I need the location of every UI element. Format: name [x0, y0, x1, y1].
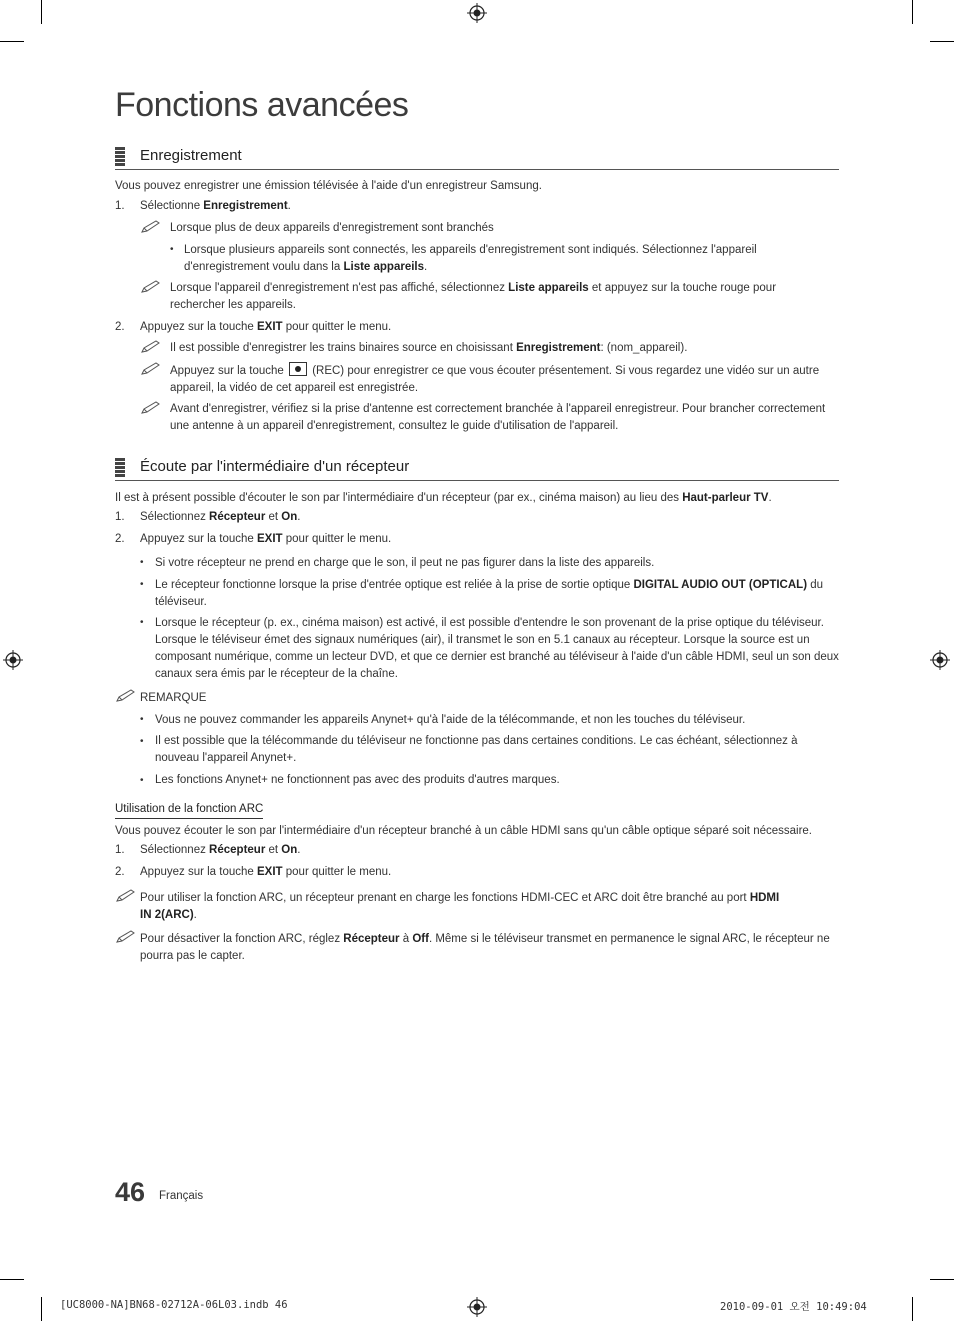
registration-mark-icon — [930, 650, 950, 670]
registration-mark-icon — [3, 650, 23, 670]
note-pencil-icon — [140, 401, 162, 415]
bullet-icon: • — [140, 557, 144, 568]
crop-mark — [41, 0, 42, 24]
paragraph: Il est à présent possible d'écouter le son par l'intermédiaire d'un récepteur (par ex., cinéma maison) au lieu des Haut-parleur TV. — [115, 492, 772, 504]
subsection-title: Utilisation de la fonction ARC — [115, 801, 263, 819]
remark-heading: REMARQUE — [140, 692, 207, 704]
note-pencil-icon — [140, 280, 162, 294]
crop-mark — [930, 1279, 954, 1280]
bullet-text: Il est possible que la télécommande du téléviseur ne fonctionne pas dans certaines conditions. Le cas échéant, sélectionnez à nouveau l'appareil Anynet+. — [155, 735, 798, 764]
bullet-text: Le récepteur fonctionne lorsque la prise d'entrée optique est reliée à la prise de sortie optique DIGITAL AUDIO OUT (OPTICAL) du téléviseur. — [155, 579, 824, 608]
page-number: 46 — [115, 1177, 146, 1207]
note-text: Pour désactiver la fonction ARC, réglez Récepteur à Off. Même si le téléviseur transmet en permanence le signal ARC, le récepteur ne pourra pas le capter. — [140, 933, 830, 962]
bullet-icon: • — [140, 714, 144, 725]
note-pencil-icon — [140, 340, 162, 354]
registration-mark-icon — [467, 1297, 487, 1317]
note-text: Lorsque l'appareil d'enregistrement n'est pas affiché, sélectionnez Liste appareils et appuyez sur la touche rouge pour rechercher les appareils. — [170, 282, 777, 311]
rec-button-icon — [289, 362, 307, 376]
step-text: Appuyez sur la touche EXIT pour quitter le menu. — [140, 321, 392, 333]
section-title: Enregistrement — [140, 147, 242, 164]
note-pencil-icon — [115, 689, 137, 703]
step-text: Sélectionnez Récepteur et On. — [140, 844, 301, 856]
bullet-text: Lorsque plusieurs appareils sont connectés, les appareils d'enregistrement sont indiqués. Sélectionnez l'appareil d'enregistrement voulu dans la Liste appareils. — [184, 244, 757, 273]
footer-file: [UC8000-NA]BN68-02712A-06L03.indb 46 — [60, 1299, 288, 1311]
bullet-text: Vous ne pouvez commander les appareils Anynet+ qu'à l'aide de la télécommande, et non les touches du téléviseur. — [155, 714, 746, 726]
paragraph: Vous pouvez enregistrer une émission télévisée à l'aide d'un enregistreur Samsung. — [115, 180, 542, 192]
note-pencil-icon — [115, 930, 137, 944]
section-bar-icon — [115, 458, 125, 477]
bullet-text: Si votre récepteur ne prend en charge que le son, il peut ne pas figurer dans la liste des appareils. — [155, 557, 655, 569]
crop-mark — [0, 1279, 24, 1280]
bullet-icon: • — [170, 244, 174, 255]
section-heading-ecoute — [115, 456, 839, 481]
step-number: 2. — [115, 321, 125, 333]
step-text: Sélectionne Enregistrement. — [140, 200, 291, 212]
bullet-text: Lorsque le récepteur (p. ex., cinéma maison) est activé, il est possible d'entendre le son provenant de la prise optique du téléviseur. Lorsque le téléviseur émet des signaux numériques (air), il transmet le son en 5.1 canaux au récepteur. Lorsque la source est un composant numérique, comme un lecteur DVD, et que ce dernier est branché au téléviseur à l'aide d'un câble HDMI, seul un son deux canaux sera émis par le récepteur de la chaîne. — [155, 617, 839, 680]
crop-mark — [0, 41, 24, 42]
page-language: Français — [159, 1190, 204, 1202]
bullet-text: Les fonctions Anynet+ ne fonctionnent pas avec des produits d'autres marques. — [155, 774, 560, 786]
step-number: 1. — [115, 200, 125, 212]
note-pencil-icon — [140, 220, 162, 234]
note-text: Il est possible d'enregistrer les trains binaires source en choisissant Enregistrement: (nom_appareil). — [170, 342, 688, 354]
bullet-icon: • — [140, 775, 144, 786]
step-text: Appuyez sur la touche EXIT pour quitter le menu. — [140, 866, 392, 878]
step-number: 1. — [115, 511, 125, 523]
note-text: Avant d'enregistrer, vérifiez si la prise d'antenne est correctement branchée à l'appareil enregistreur. Pour brancher correctement une antenne à un appareil d'enregistrement, consultez le guide d'utilisation de l'appareil. — [170, 403, 826, 432]
note-pencil-icon — [140, 362, 162, 376]
crop-mark — [912, 0, 913, 24]
registration-mark-icon — [467, 3, 487, 23]
bullet-icon: • — [140, 736, 144, 747]
section-heading-enregistrement — [115, 145, 839, 170]
paragraph: Vous pouvez écouter le son par l'intermédiaire d'un récepteur branché à un câble HDMI sans qu'un câble optique séparé soit nécessaire. — [115, 825, 813, 837]
note-text: Lorsque plus de deux appareils d'enregistrement sont branchés — [170, 222, 494, 234]
page-title: Fonctions avancées — [115, 86, 409, 124]
footer-date: 2010-09-01 오전 10:49:04 — [720, 1301, 867, 1313]
crop-mark — [41, 1297, 42, 1321]
note-text: Pour utiliser la fonction ARC, un récepteur prenant en charge les fonctions HDMI-CEC et ARC doit être branché au port HDMI IN 2(ARC). — [140, 892, 780, 921]
step-number: 1. — [115, 844, 125, 856]
section-title: Écoute par l'intermédiaire d'un récepteur — [140, 458, 410, 475]
section-bar-icon — [115, 147, 125, 166]
bullet-icon: • — [140, 617, 144, 628]
step-number: 2. — [115, 866, 125, 878]
bullet-icon: • — [140, 579, 144, 590]
step-text: Sélectionnez Récepteur et On. — [140, 511, 301, 523]
note-text: Appuyez sur la touche (REC) pour enregistrer ce que vous écouter présentement. Si vous regardez une vidéo sur un autre appareil, la vidéo de cet appareil est enregistrée. — [170, 362, 840, 397]
crop-mark — [912, 1297, 913, 1321]
step-number: 2. — [115, 533, 125, 545]
note-pencil-icon — [115, 889, 137, 903]
step-text: Appuyez sur la touche EXIT pour quitter le menu. — [140, 533, 392, 545]
crop-mark — [930, 41, 954, 42]
